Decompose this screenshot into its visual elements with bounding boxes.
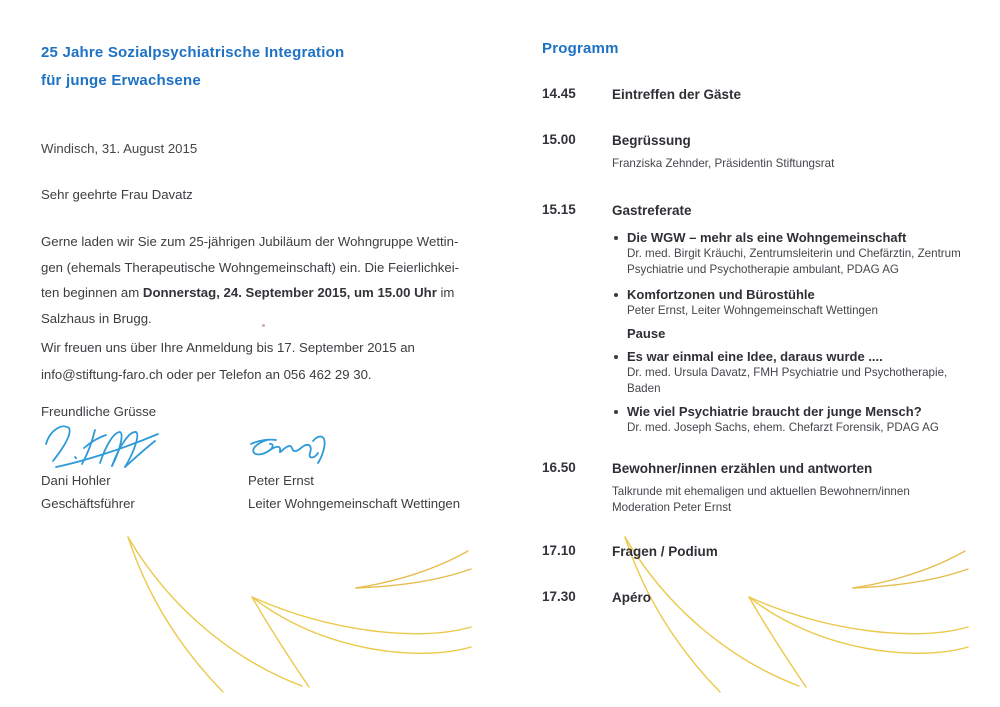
program-entry-1445 <box>542 86 982 104</box>
rsvp-line1: Wir freuen uns über Ihre Anmeldung bis 17. September 2015 an <box>41 340 415 355</box>
program-title: Programm <box>542 40 619 57</box>
talk-item <box>612 229 982 278</box>
talk-speaker: Baden <box>627 382 661 395</box>
letter-title <box>41 39 344 95</box>
letter-title-line1: 25 Jahre Sozialpsychiatrische Integration <box>41 44 345 61</box>
signature-dani-hohler <box>40 417 175 472</box>
body-line4: Salzhaus in Brugg. <box>41 310 152 326</box>
bullet-dot-icon <box>614 355 618 359</box>
pause-label: Pause <box>627 326 666 341</box>
body-line3-post: im <box>436 285 455 300</box>
entry-subline: Franziska Zehnder, Präsidentin Stiftungsrat <box>612 157 835 170</box>
entry-title: Begrüssung <box>612 133 691 148</box>
bullet-dot-icon <box>614 236 618 240</box>
letter-rsvp-paragraph <box>41 334 496 388</box>
program-entry-1650 <box>542 460 982 516</box>
entry-title: Bewohner/innen erzählen und antworten <box>612 461 873 476</box>
talk-speaker: Psychiatrie und Psychotherapie ambulant, PDAG AG <box>627 263 899 276</box>
rsvp-line2: info@stiftung-faro.ch oder per Telefon an 056 462 29 30. <box>41 367 372 382</box>
signer2-name: Peter Ernst <box>248 473 314 488</box>
talks-list <box>612 229 982 436</box>
talk-item <box>612 286 982 319</box>
letter-salutation: Sehr geehrte Frau Davatz <box>41 187 193 202</box>
program-entry-1730 <box>542 589 982 607</box>
signer1-name: Dani Hohler <box>41 473 111 488</box>
talk-speaker: Dr. med. Ursula Davatz, FMH Psychiatrie und Psychotherapie, <box>627 366 948 379</box>
letter-dateline: Windisch, 31. August 2015 <box>41 141 198 156</box>
letter-body-paragraph <box>41 229 496 331</box>
body-line2: gen (ehemals Therapeutische Wohngemeinschaft) ein. Die Feierlichkei- <box>41 259 460 275</box>
talk-title: Die WGW – mehr als eine Wohngemeinschaft <box>627 230 907 245</box>
entry-time: 14.45 <box>542 86 576 101</box>
body-line1: Gerne laden wir Sie zum 25-jährigen Jubiläum der Wohngruppe Wettin- <box>41 234 459 249</box>
pause-item <box>612 325 982 342</box>
letter-title-line2: für junge Erwachsene <box>41 72 201 89</box>
entry-subline: Talkrunde mit ehemaligen und aktuellen Bewohnern/innen <box>612 485 910 498</box>
talk-speaker: Dr. med. Birgit Kräuchi, Zentrumsleiterin und Chefärztin, Zentrum <box>627 247 961 260</box>
entry-time: 17.30 <box>542 589 576 604</box>
talk-item <box>612 348 982 397</box>
entry-time: 17.10 <box>542 543 576 558</box>
talk-item <box>612 403 982 436</box>
program-entry-1515 <box>542 202 982 436</box>
scan-speck <box>262 324 265 327</box>
signer1-role: Geschäftsführer <box>41 496 135 511</box>
talk-title: Wie viel Psychiatrie braucht der junge Mensch? <box>627 404 922 419</box>
entry-title: Eintreffen der Gäste <box>612 87 742 102</box>
body-line3-pre: ten beginnen am <box>41 285 143 300</box>
signature-peter-ernst <box>243 431 343 473</box>
entry-time: 15.15 <box>542 202 576 217</box>
entry-title: Apéro <box>612 590 652 605</box>
talk-title: Komfortzonen und Bürostühle <box>627 287 815 302</box>
body-line3 <box>41 280 496 306</box>
entry-title: Fragen / Podium <box>612 544 718 559</box>
entry-title: Gastreferate <box>612 203 692 218</box>
entry-subline: Moderation Peter Ernst <box>612 501 732 514</box>
bullet-dot-icon <box>614 410 618 414</box>
letter-closing: Freundliche Grüsse <box>41 404 157 419</box>
event-date-bold: Donnerstag, 24. September 2015, um 15.00 Uhr <box>142 285 437 300</box>
entry-time: 15.00 <box>542 132 576 147</box>
signer2-role: Leiter Wohngemeinschaft Wettingen <box>248 496 461 511</box>
program-entry-1710 <box>542 543 982 561</box>
talk-title: Es war einmal eine Idee, daraus wurde .... <box>627 349 883 364</box>
talk-speaker: Peter Ernst, Leiter Wohngemeinschaft Wettingen <box>627 304 878 317</box>
entry-time: 16.50 <box>542 460 576 475</box>
bullet-dot-icon <box>614 293 618 297</box>
program-entry-1500 <box>542 132 982 172</box>
talk-speaker: Dr. med. Joseph Sachs, ehem. Chefarzt Forensik, PDAG AG <box>627 421 939 434</box>
